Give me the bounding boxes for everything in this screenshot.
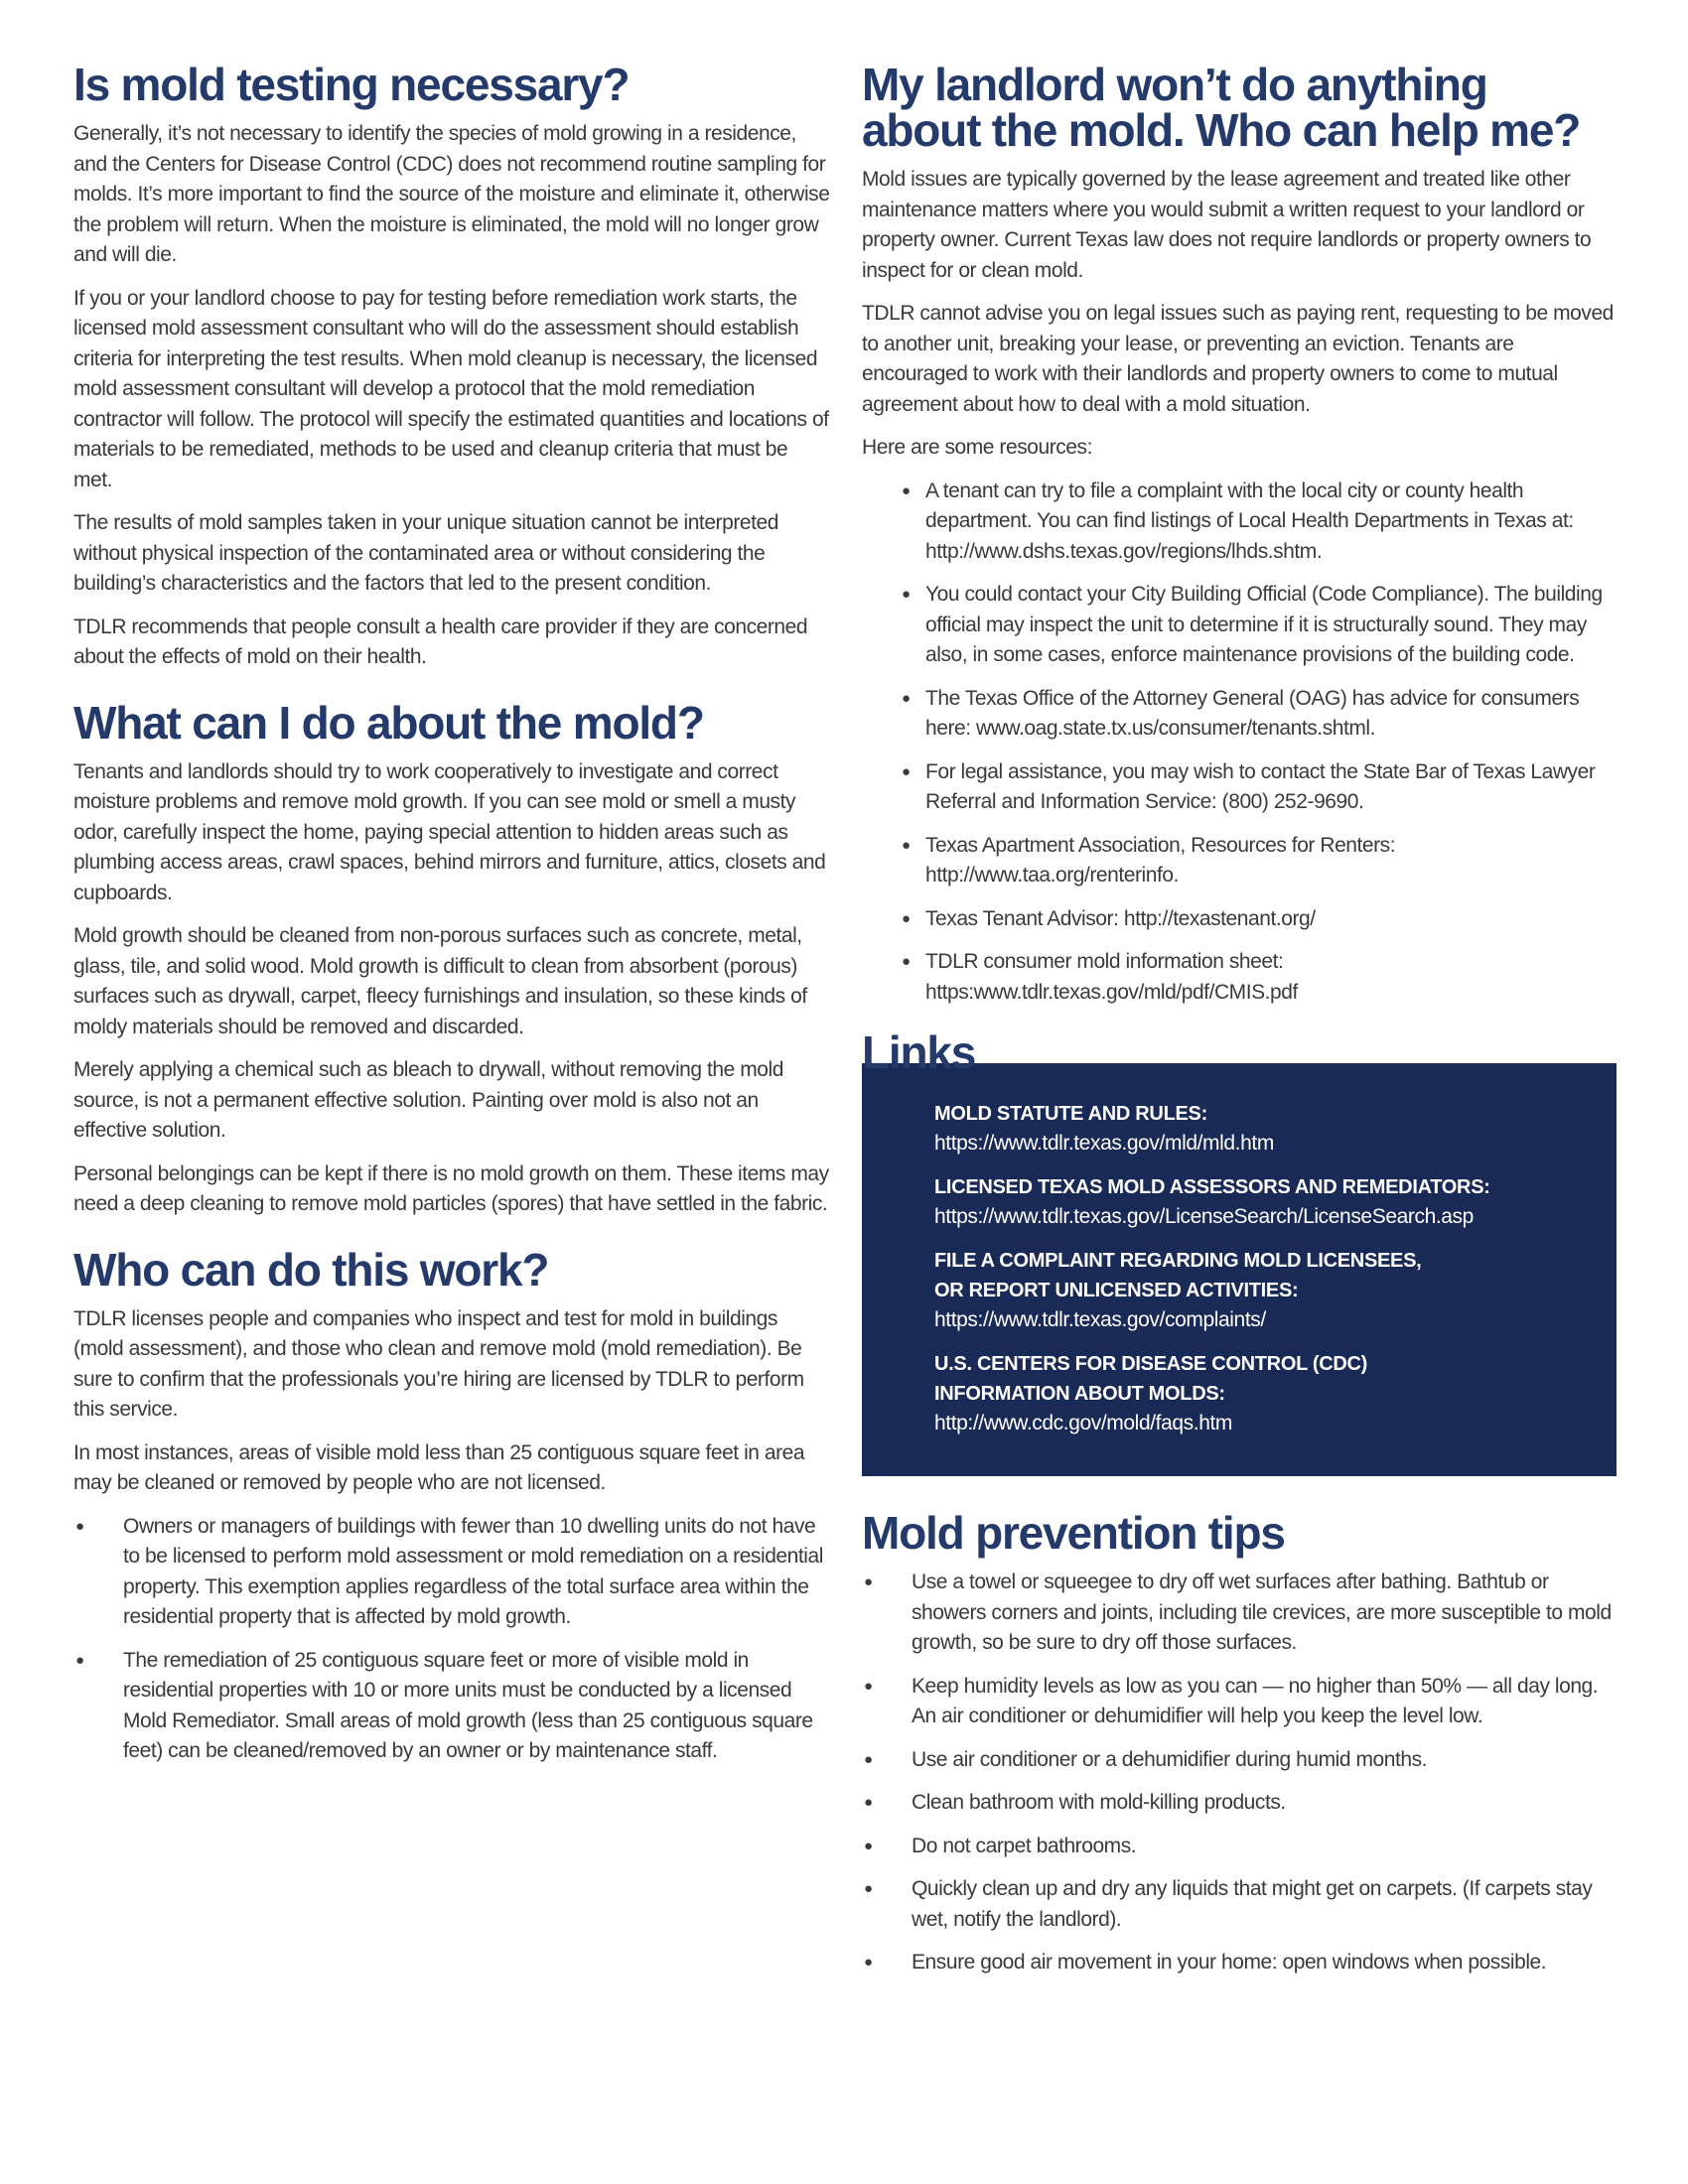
link-heading: LICENSED TEXAS MOLD ASSESSORS AND REMEDIATORS: — [934, 1176, 1490, 1198]
list-item: ● TDLR consumer mold information sheet: https:www.tdlr.texas.gov/mld/pdf/CMIS.pdf — [902, 947, 1617, 1008]
link-url[interactable]: http://www.cdc.gov/mold/faqs.htm — [934, 1412, 1232, 1434]
heading-prevention-tips: Mold prevention tips — [862, 1507, 1285, 1559]
link-heading: U.S. CENTERS FOR DISEASE CONTROL (CDC) INFORMATION ABOUT MOLDS: — [934, 1353, 1368, 1405]
link-item — [934, 1246, 1577, 1335]
section-prevention-tips — [862, 1507, 1617, 1979]
list-item: ● For legal assistance, you may wish to contact the State Bar of Texas Lawyer Referral and Information Service: (800) 252-9690. — [902, 757, 1617, 818]
prevention-tips-list — [862, 1568, 1617, 1979]
paragraph: Mold growth should be cleaned from non-porous surfaces such as concrete, metal, glass, tile, and solid wood. Mold growth is difficult to clean from absorbent (porous) surfaces such as drywall, carpet, fleecy furnishings and insulation, so these kinds of moldy materials should be removed and discarded. — [73, 924, 807, 1038]
paragraph: Mold issues are typically governed by the lease agreement and treated like other maintenance matters where you would submit a written request to your landlord or property owner. Current Texas law does not require landlords or property owners to inspect for or clean mold. — [862, 168, 1592, 282]
link-url[interactable]: https://www.tdlr.texas.gov/mld/mld.htm — [934, 1132, 1274, 1155]
paragraph: Merely applying a chemical such as bleach to drywall, without removing the mold source, is not a permanent effective solution. Painting over mold is also not an effective solution. — [73, 1058, 783, 1142]
section-what-can-i-do — [73, 696, 830, 1220]
list-item: ● You could contact your City Building Official (Code Compliance). The building official may inspect the unit to determine if it is structurally sound. They may also, in some cases, enforce maintenance provisions of the building code. — [902, 580, 1617, 671]
list-item: ● Use a towel or squeegee to dry off wet surfaces after bathing. Bathtub or showers corners and joints, including tile crevices, are more susceptible to mold growth, so be sure to dry off those surfaces. — [862, 1568, 1617, 1659]
paragraph: If you or your landlord choose to pay for testing before remediation work starts, the licensed mold assessment consultant who will do the assessment should establish criteria for interpreting the test results. When mold cleanup is necessary, the licensed mold assessment consultant will develop a protocol that the mold remediation contractor will follow. The protocol will specify the estimated quantities and locations of materials to be remediated, methods to be used and cleanup criteria that must be met. — [73, 286, 829, 491]
link-item — [934, 1099, 1577, 1159]
list-item: ● Clean bathroom with mold-killing products. — [862, 1788, 1617, 1819]
section-who-can-do-work — [73, 1243, 830, 1767]
list-item: ● The remediation of 25 contiguous square feet or more of visible mold in residential properties with 10 or more units must be conducted by a licensed Mold Remediator. Small areas of mold growth (less than 25 contiguous square feet) can be cleaned/removed by an owner or by maintenance staff. — [73, 1646, 830, 1767]
paragraph: Here are some resources: — [862, 436, 1092, 459]
links-panel — [862, 1063, 1617, 1476]
list-item: ● Texas Tenant Advisor: http://texastenant.org/ — [902, 904, 1617, 935]
heading-who-can-do-work: Who can do this work? — [73, 1243, 549, 1296]
list-item: ● Keep humidity levels as low as you can — no higher than 50% — all day long. An air conditioner or dehumidifier will help you keep the level low. — [862, 1672, 1617, 1732]
list-item: ● Owners or managers of buildings with fewer than 10 dwelling units do not have to be licensed to perform mold assessment or mold remediation on a residential property. This exemption applies regardless of the total surface area within the residential property that is affected by mold growth. — [73, 1512, 830, 1633]
section-landlord-help — [862, 59, 1617, 1008]
paragraph: TDLR cannot advise you on legal issues such as paying rent, requesting to be moved to another unit, breaking your lease, or preventing an eviction. Tenants are encouraged to work with their landlords and property owners to come to mutual agreement about how to deal with a mold situation. — [862, 302, 1614, 416]
licensing-exemptions-list — [73, 1512, 830, 1767]
resources-list — [862, 477, 1617, 1009]
link-heading: MOLD STATUTE AND RULES: — [934, 1103, 1207, 1125]
list-item: ● Texas Apartment Association, Resources for Renters: http://www.taa.org/renterinfo. — [902, 831, 1617, 891]
link-url[interactable]: https://www.tdlr.texas.gov/complaints/ — [934, 1308, 1266, 1331]
link-url[interactable]: https://www.tdlr.texas.gov/LicenseSearch/LicenseSearch.asp — [934, 1205, 1474, 1228]
paragraph: TDLR licenses people and companies who inspect and test for mold in buildings (mold assessment), and those who clean and remove mold (mold remediation). Be sure to confirm that the professionals you’re hiring are licensed by TDLR to perform this service. — [73, 1306, 804, 1421]
paragraph: The results of mold samples taken in your unique situation cannot be interpreted without physical inspection of the contaminated area or without considering the building’s characteristics and the factors that led to the present condition. — [73, 511, 778, 595]
link-item — [934, 1172, 1577, 1232]
list-item: ● The Texas Office of the Attorney General (OAG) has advice for consumers here: www.oag.state.tx.us/consumer/tenants.shtml. — [902, 684, 1617, 745]
paragraph: Generally, it’s not necessary to identify the species of mold growing in a residence, and the Centers for Disease Control (CDC) does not recommend routine sampling for molds. It’s more important to find the source of the moisture and eliminate it, otherwise the problem will return. When the moisture is eliminated, the mold will no longer grow and will die. — [73, 122, 830, 266]
left-column — [73, 59, 830, 1780]
paragraph: TDLR recommends that people consult a health care provider if they are concerned about the effects of mold on their health. — [73, 614, 808, 668]
right-column — [862, 59, 1617, 1991]
heading-mold-testing: Is mold testing necessary? — [73, 59, 630, 110]
paragraph: Personal belongings can be kept if there is no mold growth on them. These items may need a deep cleaning to remove mold particles (spores) that have settled in the fabric. — [73, 1161, 829, 1215]
heading-what-can-i-do: What can I do about the mold? — [73, 696, 704, 749]
list-item: ● Use air conditioner or a dehumidifier during humid months. — [862, 1745, 1617, 1776]
links-section — [862, 1026, 1617, 1476]
link-heading: FILE A COMPLAINT REGARDING MOLD LICENSEES, OR REPORT UNLICENSED ACTIVITIES: — [934, 1250, 1422, 1301]
heading-links: Links — [862, 1026, 976, 1078]
link-item — [934, 1349, 1577, 1438]
section-mold-testing — [73, 59, 830, 673]
paragraph: Tenants and landlords should try to work cooperatively to investigate and correct moisture problems and remove mold growth. If you can see mold or smell a musty odor, carefully inspect the home, paying special attention to hidden areas such as plumbing access areas, crawl spaces, behind mirrors and furniture, attics, closets and cupboards. — [73, 759, 826, 904]
list-item: ● Do not carpet bathrooms. — [862, 1832, 1617, 1862]
list-item: ● A tenant can try to file a complaint with the local city or county health department. You can find listings of Local Health Departments in Texas at: http://www.dshs.texas.gov/regions/lhds.shtm. — [902, 477, 1617, 568]
list-item: ● Quickly clean up and dry any liquids that might get on carpets. (If carpets stay wet, notify the landlord). — [862, 1874, 1617, 1935]
heading-landlord-help: My landlord won’t do anything about the mold. Who can help me? — [862, 59, 1581, 156]
list-item: ● Ensure good air movement in your home: open windows when possible. — [862, 1948, 1617, 1979]
paragraph: In most instances, areas of visible mold less than 25 contiguous square feet in area may be cleaned or removed by people who are not licensed. — [73, 1440, 805, 1494]
